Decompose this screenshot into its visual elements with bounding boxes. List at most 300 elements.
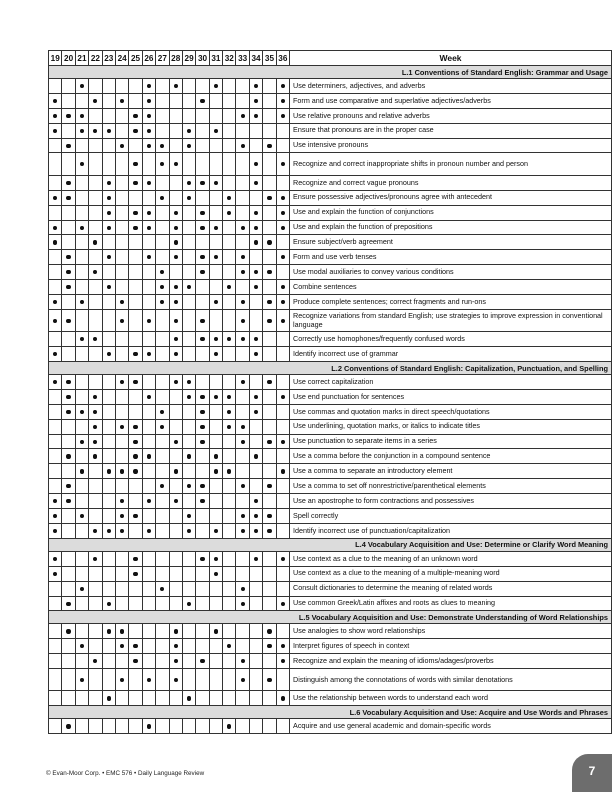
week-cell: [182, 235, 195, 250]
week-dot-icon: [200, 499, 204, 503]
week-dot-icon: [281, 285, 285, 289]
week-dot-icon: [254, 226, 258, 230]
week-cell: [182, 523, 195, 538]
week-cell: [196, 205, 209, 220]
skill-row: [49, 309, 612, 331]
week-cell: [276, 566, 289, 581]
week-dot-icon: [66, 499, 70, 503]
week-cell: [142, 494, 155, 509]
week-dot-icon: [53, 240, 57, 244]
week-dot-icon: [66, 181, 70, 185]
week-cell: [263, 93, 276, 108]
week-cell: [62, 347, 75, 362]
week-cell: [276, 449, 289, 464]
week-cell: [75, 309, 88, 331]
week-cell: [196, 691, 209, 706]
week-cell: [196, 581, 209, 596]
week-dot-icon: [174, 629, 178, 633]
week-cell: [89, 389, 102, 404]
week-cell: [142, 479, 155, 494]
week-cell: [196, 153, 209, 175]
week-dot-icon: [187, 129, 191, 133]
week-cell: [249, 123, 262, 138]
week-cell: [182, 479, 195, 494]
week-cell: [49, 551, 62, 566]
week-cell: [49, 509, 62, 524]
week-cell: [89, 523, 102, 538]
week-cell: [223, 434, 236, 449]
week-dot-icon: [147, 211, 151, 215]
week-cell: [102, 205, 115, 220]
week-dot-icon: [93, 410, 97, 414]
week-dot-icon: [66, 114, 70, 118]
week-number-header: 25: [129, 51, 142, 66]
week-cell: [89, 235, 102, 250]
week-cell: [249, 419, 262, 434]
week-cell: [75, 93, 88, 108]
week-cell: [129, 205, 142, 220]
week-dot-icon: [80, 226, 84, 230]
week-dot-icon: [93, 395, 97, 399]
skill-label: Use a comma to set off nonrestrictive/parenthetical elements: [290, 479, 612, 494]
week-cell: [276, 220, 289, 235]
week-cell: [142, 93, 155, 108]
week-cell: [129, 404, 142, 419]
week-cell: [209, 280, 222, 295]
week-cell: [276, 479, 289, 494]
skill-row: [49, 294, 612, 309]
week-cell: [263, 596, 276, 611]
week-dot-icon: [160, 410, 164, 414]
week-cell: [75, 280, 88, 295]
week-cell: [156, 235, 169, 250]
week-cell: [209, 205, 222, 220]
week-dot-icon: [187, 529, 191, 533]
week-dot-icon: [147, 129, 151, 133]
week-dot-icon: [200, 557, 204, 561]
week-dot-icon: [200, 226, 204, 230]
week-cell: [49, 250, 62, 265]
week-cell: [209, 235, 222, 250]
week-dot-icon: [174, 211, 178, 215]
week-dot-icon: [80, 410, 84, 414]
week-cell: [115, 123, 128, 138]
week-dot-icon: [53, 129, 57, 133]
week-cell: [75, 509, 88, 524]
week-number-header: 35: [263, 51, 276, 66]
week-cell: [263, 108, 276, 123]
week-cell: [49, 265, 62, 280]
week-cell: [62, 494, 75, 509]
week-cell: [236, 494, 249, 509]
week-cell: [129, 220, 142, 235]
week-dot-icon: [133, 226, 137, 230]
week-dot-icon: [160, 144, 164, 148]
week-dot-icon: [93, 240, 97, 244]
week-cell: [249, 175, 262, 190]
week-cell: [142, 190, 155, 205]
week-cell: [263, 479, 276, 494]
week-cell: [142, 404, 155, 419]
week-number-header: 32: [223, 51, 236, 66]
week-dot-icon: [200, 395, 204, 399]
week-cell: [62, 449, 75, 464]
week-dot-icon: [281, 644, 285, 648]
week-cell: [223, 153, 236, 175]
week-dot-icon: [267, 629, 271, 633]
week-cell: [223, 375, 236, 390]
week-cell: [209, 551, 222, 566]
week-cell: [276, 624, 289, 639]
week-cell: [115, 419, 128, 434]
week-cell: [62, 719, 75, 734]
week-cell: [263, 434, 276, 449]
week-cell: [75, 581, 88, 596]
week-cell: [89, 332, 102, 347]
week-cell: [196, 389, 209, 404]
week-cell: [49, 654, 62, 669]
week-cell: [89, 220, 102, 235]
week-cell: [75, 153, 88, 175]
week-dot-icon: [107, 196, 111, 200]
week-cell: [236, 479, 249, 494]
week-cell: [75, 235, 88, 250]
week-cell: [62, 464, 75, 479]
week-cell: [49, 449, 62, 464]
week-cell: [129, 79, 142, 94]
week-cell: [169, 175, 182, 190]
week-cell: [49, 419, 62, 434]
week-cell: [236, 654, 249, 669]
week-cell: [129, 691, 142, 706]
week-cell: [182, 190, 195, 205]
week-cell: [102, 153, 115, 175]
week-dot-icon: [187, 696, 191, 700]
week-cell: [102, 138, 115, 153]
week-dot-icon: [53, 499, 57, 503]
week-cell: [129, 669, 142, 691]
week-cell: [49, 719, 62, 734]
week-cell: [89, 280, 102, 295]
week-dot-icon: [147, 84, 151, 88]
week-cell: [156, 79, 169, 94]
week-dot-icon: [200, 270, 204, 274]
week-dot-icon: [241, 226, 245, 230]
week-number-header: 23: [102, 51, 115, 66]
week-cell: [209, 434, 222, 449]
week-cell: [249, 235, 262, 250]
week-cell: [223, 523, 236, 538]
week-cell: [263, 654, 276, 669]
week-cell: [115, 566, 128, 581]
week-dot-icon: [120, 99, 124, 103]
week-dot-icon: [133, 114, 137, 118]
skill-row: [49, 639, 612, 654]
skill-label: Use common Greek/Latin affixes and roots as clues to meaning: [290, 596, 612, 611]
week-cell: [249, 79, 262, 94]
week-cell: [223, 265, 236, 280]
week-cell: [62, 389, 75, 404]
week-cell: [196, 93, 209, 108]
week-cell: [236, 190, 249, 205]
week-cell: [196, 494, 209, 509]
week-dot-icon: [241, 319, 245, 323]
week-cell: [182, 494, 195, 509]
week-dot-icon: [214, 572, 218, 576]
week-cell: [209, 375, 222, 390]
week-cell: [249, 220, 262, 235]
week-cell: [249, 479, 262, 494]
week-dot-icon: [281, 557, 285, 561]
week-cell: [62, 205, 75, 220]
week-cell: [263, 669, 276, 691]
week-dot-icon: [267, 196, 271, 200]
week-number-header: 26: [142, 51, 155, 66]
skill-row: [49, 250, 612, 265]
week-cell: [236, 123, 249, 138]
week-cell: [223, 669, 236, 691]
week-dot-icon: [187, 602, 191, 606]
week-cell: [115, 235, 128, 250]
week-cell: [263, 347, 276, 362]
week-cell: [115, 404, 128, 419]
week-cell: [263, 309, 276, 331]
week-cell: [62, 79, 75, 94]
week-dot-icon: [281, 469, 285, 473]
week-dot-icon: [241, 440, 245, 444]
week-cell: [129, 138, 142, 153]
week-cell: [249, 566, 262, 581]
week-number-header: 31: [209, 51, 222, 66]
week-cell: [276, 404, 289, 419]
week-cell: [182, 434, 195, 449]
week-dot-icon: [120, 499, 124, 503]
week-dot-icon: [133, 572, 137, 576]
week-cell: [156, 624, 169, 639]
week-cell: [102, 479, 115, 494]
week-cell: [102, 449, 115, 464]
week-cell: [156, 205, 169, 220]
week-cell: [102, 404, 115, 419]
week-number-header: 34: [249, 51, 262, 66]
week-cell: [263, 719, 276, 734]
week-dot-icon: [66, 285, 70, 289]
week-dot-icon: [107, 285, 111, 289]
week-cell: [89, 639, 102, 654]
week-dot-icon: [254, 557, 258, 561]
skill-row: [49, 280, 612, 295]
week-cell: [249, 551, 262, 566]
week-cell: [75, 449, 88, 464]
week-cell: [156, 294, 169, 309]
week-cell: [62, 404, 75, 419]
week-dot-icon: [53, 557, 57, 561]
week-cell: [249, 389, 262, 404]
week-cell: [102, 596, 115, 611]
week-cell: [115, 581, 128, 596]
week-dot-icon: [254, 337, 258, 341]
week-cell: [276, 153, 289, 175]
week-cell: [223, 624, 236, 639]
week-cell: [62, 190, 75, 205]
week-dot-icon: [120, 469, 124, 473]
week-dot-icon: [80, 300, 84, 304]
week-cell: [249, 153, 262, 175]
week-cell: [62, 566, 75, 581]
week-cell: [89, 138, 102, 153]
week-cell: [75, 596, 88, 611]
week-cell: [62, 250, 75, 265]
week-cell: [89, 669, 102, 691]
week-cell: [156, 464, 169, 479]
week-cell: [142, 389, 155, 404]
week-cell: [115, 719, 128, 734]
week-dot-icon: [281, 659, 285, 663]
week-cell: [89, 479, 102, 494]
week-cell: [276, 639, 289, 654]
week-cell: [129, 123, 142, 138]
week-cell: [49, 138, 62, 153]
week-cell: [49, 280, 62, 295]
week-dot-icon: [254, 410, 258, 414]
week-dot-icon: [53, 514, 57, 518]
week-cell: [236, 624, 249, 639]
week-dot-icon: [214, 629, 218, 633]
week-dot-icon: [80, 440, 84, 444]
week-cell: [223, 389, 236, 404]
week-cell: [156, 138, 169, 153]
week-dot-icon: [147, 529, 151, 533]
skill-row: [49, 153, 612, 175]
week-cell: [236, 691, 249, 706]
week-cell: [129, 190, 142, 205]
week-cell: [276, 389, 289, 404]
week-cell: [182, 509, 195, 524]
week-cell: [182, 347, 195, 362]
skill-row: [49, 596, 612, 611]
week-cell: [169, 123, 182, 138]
skill-row: [49, 464, 612, 479]
week-cell: [49, 479, 62, 494]
week-cell: [49, 596, 62, 611]
week-cell: [263, 449, 276, 464]
week-cell: [129, 523, 142, 538]
week-cell: [169, 294, 182, 309]
week-cell: [89, 175, 102, 190]
week-dot-icon: [214, 181, 218, 185]
week-cell: [102, 280, 115, 295]
skill-row: [49, 419, 612, 434]
week-cell: [169, 205, 182, 220]
week-cell: [182, 464, 195, 479]
week-cell: [75, 79, 88, 94]
week-cell: [115, 347, 128, 362]
week-cell: [129, 566, 142, 581]
week-dot-icon: [227, 337, 231, 341]
week-cell: [182, 419, 195, 434]
week-cell: [209, 596, 222, 611]
week-cell: [115, 93, 128, 108]
week-cell: [89, 449, 102, 464]
skill-row: [49, 123, 612, 138]
week-cell: [49, 190, 62, 205]
week-dot-icon: [267, 319, 271, 323]
week-cell: [223, 566, 236, 581]
week-cell: [249, 93, 262, 108]
week-cell: [209, 669, 222, 691]
week-cell: [223, 108, 236, 123]
week-dot-icon: [214, 337, 218, 341]
week-cell: [276, 79, 289, 94]
week-cell: [169, 389, 182, 404]
skill-row: [49, 669, 612, 691]
week-cell: [115, 138, 128, 153]
week-cell: [276, 581, 289, 596]
week-cell: [263, 464, 276, 479]
week-dot-icon: [53, 99, 57, 103]
week-dot-icon: [120, 319, 124, 323]
week-cell: [62, 138, 75, 153]
week-cell: [129, 624, 142, 639]
skill-row: [49, 175, 612, 190]
week-number-header: 30: [196, 51, 209, 66]
week-dot-icon: [133, 454, 137, 458]
week-cell: [182, 175, 195, 190]
week-cell: [169, 250, 182, 265]
week-cell: [249, 138, 262, 153]
week-cell: [129, 235, 142, 250]
week-cell: [236, 419, 249, 434]
week-cell: [75, 523, 88, 538]
week-cell: [209, 108, 222, 123]
week-dot-icon: [200, 484, 204, 488]
week-dot-icon: [214, 255, 218, 259]
week-dot-icon: [174, 300, 178, 304]
week-cell: [196, 347, 209, 362]
week-cell: [102, 190, 115, 205]
week-cell: [49, 434, 62, 449]
week-cell: [156, 93, 169, 108]
week-cell: [263, 175, 276, 190]
week-cell: [209, 464, 222, 479]
week-cell: [236, 108, 249, 123]
skill-label: Use context as a clue to the meaning of an unknown word: [290, 551, 612, 566]
skills-week-table: [48, 50, 612, 734]
week-cell: [115, 375, 128, 390]
week-cell: [196, 639, 209, 654]
week-cell: [276, 280, 289, 295]
week-cell: [223, 509, 236, 524]
week-cell: [209, 479, 222, 494]
week-cell: [169, 523, 182, 538]
week-cell: [169, 434, 182, 449]
skill-label: Use and explain the function of prepositions: [290, 220, 612, 235]
week-cell: [182, 123, 195, 138]
week-cell: [182, 108, 195, 123]
week-dot-icon: [214, 84, 218, 88]
week-cell: [209, 419, 222, 434]
week-cell: [142, 375, 155, 390]
week-cell: [196, 138, 209, 153]
week-dot-icon: [66, 410, 70, 414]
week-cell: [276, 654, 289, 669]
week-cell: [236, 220, 249, 235]
skill-row: [49, 654, 612, 669]
skill-row: [49, 691, 612, 706]
week-cell: [223, 596, 236, 611]
skill-row: [49, 404, 612, 419]
week-dot-icon: [241, 659, 245, 663]
